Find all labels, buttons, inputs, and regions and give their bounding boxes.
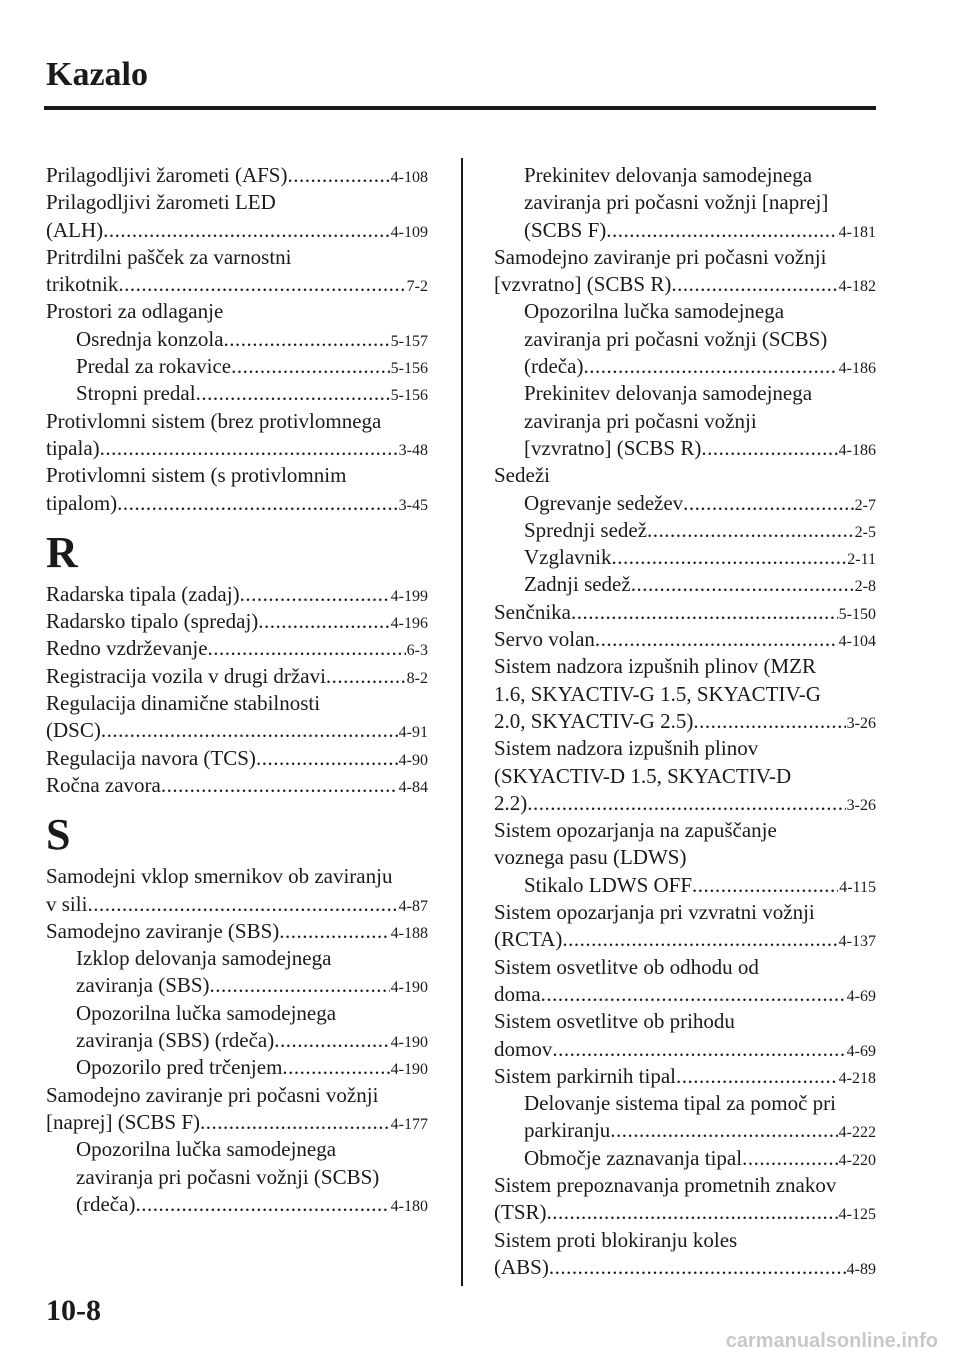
index-entry-page[interactable]: 2-8 (854, 578, 876, 596)
index-entry[interactable] (46, 891, 428, 918)
index-entry (46, 1136, 428, 1163)
index-entry-text: (SCBS F) (524, 217, 607, 242)
index-entry (494, 899, 876, 926)
dot-leader (240, 581, 390, 608)
index-entry (494, 763, 876, 790)
index-entry[interactable] (494, 1254, 876, 1281)
index-entry[interactable] (494, 217, 876, 244)
column-divider (461, 158, 463, 1286)
index-entry-page[interactable]: 4-186 (838, 360, 876, 378)
dot-leader (135, 1191, 389, 1218)
dot-leader (118, 271, 405, 298)
index-entry[interactable] (46, 435, 428, 462)
index-entry-text: Vzglavnik (524, 545, 612, 570)
dot-leader (161, 772, 398, 799)
index-entry (46, 298, 428, 325)
index-entry (494, 189, 876, 216)
index-entry (494, 1008, 876, 1035)
index-entry-page[interactable]: 4-222 (838, 1124, 876, 1142)
index-entry-text: Opozorilna lučka samodejnega (76, 1000, 337, 1025)
index-column-left (46, 162, 428, 1218)
index-entry[interactable] (46, 635, 428, 662)
index-entry-text: Sistem nadzora izpušnih plinov (MZR (494, 654, 816, 679)
index-entry-text: (RCTA) (494, 927, 563, 952)
index-entry-text: Sistem opozarjanja pri vzvratni vožnji (494, 900, 815, 925)
index-entry[interactable] (46, 162, 428, 189)
index-entry[interactable] (494, 490, 876, 517)
index-entry-page[interactable]: 4-84 (398, 778, 428, 796)
index-entry-text: doma (494, 981, 541, 1006)
dot-leader (200, 1109, 390, 1136)
index-entry (46, 1000, 428, 1027)
index-entry-text: Registracija vozila v drugi državi (46, 663, 326, 688)
index-entry-text: Delovanje sistema tipal za pomoč pri (524, 1091, 836, 1116)
index-entry[interactable] (494, 872, 876, 899)
index-entry-text: Stropni predal (76, 381, 196, 406)
index-entry-text: Regulacija navora (TCS) (46, 745, 256, 770)
index-entry-page[interactable]: 4-90 (398, 751, 428, 769)
index-entry (494, 1172, 876, 1199)
index-entry-text: [vzvratno] (SCBS R) (524, 435, 702, 460)
index-entry[interactable] (46, 1109, 428, 1136)
index-entry[interactable] (494, 571, 876, 598)
index-entry-text: 1.6, SKYACTIV-G 1.5, SKYACTIV-G (494, 681, 821, 706)
dot-leader (256, 745, 398, 772)
index-entry[interactable] (494, 1036, 876, 1063)
section-letter: S (46, 810, 71, 860)
index-entry-text: zaviranja pri počasni vožnji [naprej] (524, 190, 829, 215)
index-entry-text: (SKYACTIV-D 1.5, SKYACTIV-D (494, 763, 792, 788)
index-entry (494, 1227, 876, 1254)
index-entry (494, 817, 876, 844)
dot-leader (527, 790, 845, 817)
index-entry-text: parkiranju (524, 1118, 611, 1143)
index-entry-text: Prekinitev delovanja samodejnega (524, 163, 813, 187)
index-entry-page[interactable]: 4-190 (390, 979, 428, 997)
index-entry-text: Sedeži (494, 463, 550, 488)
index-entry[interactable] (494, 926, 876, 953)
index-entry[interactable] (46, 353, 428, 380)
dot-leader (547, 1199, 838, 1226)
index-entry-text: (rdeča) (76, 1191, 136, 1216)
index-entry-text: Osrednja konzola (76, 326, 224, 351)
index-entry (494, 954, 876, 981)
dot-leader (693, 708, 845, 735)
index-entry-text: Območje zaznavanja tipal (524, 1145, 743, 1170)
index-entry-text: tipala) (46, 435, 100, 460)
dot-leader (117, 490, 398, 517)
index-entry-page[interactable]: 5-157 (390, 332, 428, 350)
index-entry-text: Sprednji sedež (524, 517, 648, 542)
index-entry-text: Sistem prepoznavanja prometnih znakov (494, 1172, 837, 1197)
index-entry[interactable] (46, 745, 428, 772)
index-entry-text: zaviranja pri počasni vožnji (SCBS) (76, 1164, 380, 1189)
index-entry-text: voznega pasu (LDWS) (494, 845, 687, 870)
dot-leader (287, 162, 389, 189)
index-entry-text: domov (494, 1036, 553, 1061)
index-entry-text: Regulacija dinamične stabilnosti (46, 691, 321, 716)
index-entry (494, 244, 876, 271)
index-entry-page[interactable]: 4-190 (390, 1034, 428, 1052)
index-entry[interactable] (46, 581, 428, 608)
index-entry-page[interactable]: 4-186 (838, 441, 876, 459)
section-letter: R (46, 527, 78, 577)
index-entry-text: Radarska tipala (zadaj) (46, 581, 240, 606)
dot-leader (208, 635, 406, 662)
page-title: Kazalo (46, 56, 148, 93)
index-entry-text: trikotnik (46, 272, 119, 297)
index-entry-page[interactable]: 7-2 (406, 278, 428, 296)
index-entry-text: Sistem proti blokiranju koles (494, 1227, 738, 1252)
index-entry-text: Prilagodljivi žarometi LED (46, 190, 276, 215)
index-entry-page[interactable]: 4-180 (390, 1197, 428, 1215)
index-entry (494, 844, 876, 871)
index-entry-page[interactable]: 4-104 (838, 633, 876, 651)
index-entry-page[interactable]: 4-218 (838, 1069, 876, 1087)
dot-leader (326, 663, 406, 690)
index-entry-text: Senčnika (494, 599, 571, 624)
index-entry (46, 189, 428, 216)
index-entry (494, 653, 876, 680)
index-entry[interactable] (494, 353, 876, 380)
index-entry[interactable] (46, 918, 428, 945)
index-entry[interactable] (46, 717, 428, 744)
dot-leader (692, 872, 838, 899)
index-entry[interactable] (46, 1054, 428, 1081)
index-entry-text: (TSR) (494, 1200, 547, 1225)
dot-leader (87, 891, 397, 918)
index-entry (46, 1164, 428, 1191)
index-entry-page[interactable]: 4-87 (398, 897, 428, 915)
index-entry-text: Samodejno zaviranje pri počasni vožnji (494, 244, 827, 269)
index-entry-page[interactable]: 4-69 (846, 1042, 876, 1060)
index-entry[interactable] (494, 1145, 876, 1172)
dot-leader (583, 353, 837, 380)
index-entry-text: Prekinitev delovanja samodejnega (524, 381, 813, 406)
index-entry-text: (ALH) (46, 217, 104, 242)
index-entry-text: (ABS) (494, 1254, 549, 1279)
index-entry (494, 408, 876, 435)
dot-leader (196, 380, 390, 407)
dot-leader (282, 1054, 389, 1081)
index-entry-page[interactable]: 3-48 (398, 441, 428, 459)
index-entry-page[interactable]: 5-156 (390, 387, 428, 405)
index-entry-page[interactable]: 4-220 (838, 1151, 876, 1169)
index-entry-text: Prostori za odlaganje (46, 299, 224, 324)
index-entry-page[interactable]: 4-115 (839, 878, 876, 896)
index-entry[interactable] (46, 1191, 428, 1218)
index-entry-text: Sistem opozarjanja na zapuščanje (494, 818, 777, 843)
index-entry-page[interactable]: 4-199 (390, 587, 428, 605)
index-entry-text: Zadnji sedež (524, 572, 631, 597)
index-entry-text: Sistem parkirnih tipal (494, 1063, 676, 1088)
index-entry[interactable] (494, 626, 876, 653)
index-entry-text: Servo volan (494, 627, 595, 652)
dot-leader (549, 1254, 846, 1281)
dot-leader (541, 981, 846, 1008)
index-entry[interactable] (46, 490, 428, 517)
index-entry (494, 380, 876, 407)
watermark: carmanualsonline.info (725, 1330, 938, 1352)
dot-leader (701, 435, 837, 462)
dot-leader (647, 517, 854, 544)
dot-leader (611, 544, 846, 571)
index-entry-text: Ogrevanje sedežev (524, 490, 684, 515)
dot-leader (100, 435, 398, 462)
index-entry[interactable] (494, 790, 876, 817)
dot-leader (101, 717, 398, 744)
index-entry (494, 298, 876, 325)
index-entry-text: Opozorilna lučka samodejnega (76, 1137, 337, 1162)
index-entry[interactable] (494, 435, 876, 462)
dot-leader (231, 353, 390, 380)
index-entry-page[interactable]: 4-108 (390, 169, 428, 186)
index-entry-text: Sistem nadzora izpušnih plinov (494, 736, 759, 761)
index-entry-text: [vzvratno] (SCBS R) (494, 272, 672, 297)
index-entry[interactable] (494, 1117, 876, 1144)
dot-leader (631, 571, 854, 598)
index-entry[interactable] (494, 599, 876, 626)
index-entry-page[interactable]: 4-89 (846, 1260, 876, 1278)
dot-leader (552, 1036, 845, 1063)
index-entry[interactable] (46, 972, 428, 999)
index-entry-text: (rdeča) (524, 354, 584, 379)
index-entry-text: Stikalo LDWS OFF (524, 872, 693, 897)
index-entry-page[interactable]: 6-3 (406, 642, 428, 660)
index-entry[interactable] (494, 544, 876, 571)
dot-leader (279, 918, 389, 945)
index-entry-text: 2.0, SKYACTIV-G 2.5) (494, 708, 694, 733)
dot-leader (571, 599, 838, 626)
index-entry-text: Samodejni vklop smernikov ob zaviranju (46, 864, 393, 889)
index-entry[interactable] (494, 981, 876, 1008)
index-entry-text: Izklop delovanja samodejnega (76, 946, 332, 971)
index-entry-page[interactable]: 4-182 (838, 278, 876, 296)
index-entry[interactable] (494, 1063, 876, 1090)
index-entry (46, 690, 428, 717)
index-column-right (494, 162, 876, 1281)
index-entry (494, 681, 876, 708)
index-entry-text: Sistem osvetlitve ob prihodu (494, 1009, 735, 1034)
index-entry[interactable] (46, 1027, 428, 1054)
index-entry-page[interactable]: 4-109 (390, 223, 428, 241)
index-entry-text: zaviranja (SBS) (rdeča) (76, 1028, 275, 1053)
index-entry-page[interactable]: 3-45 (398, 496, 428, 514)
header-rule (44, 106, 876, 110)
index-entry-text: v sili (46, 891, 88, 916)
index-entry-text: zaviranja pri počasni vožnji (524, 408, 757, 433)
index-entry-page[interactable]: 5-156 (390, 360, 428, 378)
index-entry (46, 1082, 428, 1109)
index-entry[interactable] (46, 608, 428, 635)
index-entry-text: Prilagodljivi žarometi (AFS) (46, 163, 288, 187)
index-entry-page[interactable]: 2-11 (847, 551, 876, 569)
index-entry[interactable] (46, 380, 428, 407)
dot-leader (683, 490, 854, 517)
dot-leader (606, 217, 837, 244)
dot-leader (610, 1117, 837, 1144)
index-entry (46, 945, 428, 972)
index-entry-page[interactable]: 4-188 (390, 924, 428, 942)
index-entry-text: Radarsko tipalo (spredaj) (46, 609, 259, 634)
index-entry (46, 462, 428, 489)
index-entry-page[interactable]: 4-181 (838, 223, 876, 241)
index-entry-text: Sistem osvetlitve ob odhodu od (494, 954, 759, 979)
index-entry-page[interactable]: 4-69 (846, 987, 876, 1005)
index-entry-page[interactable]: 4-177 (390, 1115, 428, 1133)
index-entry-page[interactable]: 4-91 (398, 724, 428, 742)
dot-leader (742, 1145, 838, 1172)
dot-leader (671, 271, 837, 298)
dot-leader (103, 217, 390, 244)
index-entry-text: Predal za rokavice (76, 354, 232, 379)
index-entry-text: Ročna zavora (46, 772, 161, 797)
index-entry-page[interactable]: 4-196 (390, 615, 428, 633)
index-entry-page[interactable]: 3-26 (846, 796, 876, 814)
index-entry[interactable] (46, 663, 428, 690)
index-entry-text: (DSC) (46, 718, 101, 743)
index-entry[interactable] (494, 271, 876, 298)
page-number: 10-8 (46, 1294, 101, 1327)
index-entry (46, 863, 428, 890)
index-entry-text: Opozorilna lučka samodejnega (524, 299, 785, 324)
index-entry-page[interactable]: 2-5 (854, 523, 876, 541)
index-entry[interactable] (494, 708, 876, 735)
index-entry[interactable] (494, 1199, 876, 1226)
dot-leader (258, 608, 389, 635)
index-entry-page[interactable]: 4-190 (390, 1061, 428, 1079)
dot-leader (562, 926, 837, 953)
dot-leader (224, 326, 390, 353)
index-entry (494, 735, 876, 762)
index-entry-text: [naprej] (SCBS F) (46, 1109, 200, 1134)
index-entry-text: tipalom) (46, 490, 118, 515)
index-entry (494, 462, 876, 489)
index-entry-text: Protivlomni sistem (s protivlomnim (46, 463, 347, 488)
dot-leader (274, 1027, 389, 1054)
index-entry-text: Protivlomni sistem (brez protivlomnega (46, 408, 382, 433)
index-entry-page[interactable]: 8-2 (406, 669, 428, 687)
index-entry-text: zaviranja pri počasni vožnji (SCBS) (524, 326, 828, 351)
index-entry[interactable] (46, 271, 428, 298)
index-entry[interactable] (46, 217, 428, 244)
index-entry-page[interactable]: 2-7 (854, 496, 876, 514)
index-entry (46, 408, 428, 435)
index-entry-text: Redno vzdrževanje (46, 636, 208, 661)
index-entry-page[interactable]: 4-137 (838, 933, 876, 951)
index-entry-page[interactable]: 3-26 (846, 714, 876, 732)
index-entry (46, 244, 428, 271)
dot-leader (676, 1063, 838, 1090)
index-entry-page[interactable]: 4-125 (838, 1206, 876, 1224)
index-entry-text: zaviranja (SBS) (76, 973, 210, 998)
index-entry (494, 1090, 876, 1117)
index-entry-text: 2.2) (494, 790, 528, 815)
index-entry (494, 162, 876, 189)
index-entry-text: Samodejno zaviranje (SBS) (46, 918, 280, 943)
index-entry-text: Opozorilo pred trčenjem (76, 1055, 283, 1080)
index-entry[interactable] (46, 772, 428, 799)
index-entry[interactable] (46, 326, 428, 353)
dot-leader (210, 972, 390, 999)
index-entry (494, 326, 876, 353)
index-entry[interactable] (494, 517, 876, 544)
index-entry-text: Samodejno zaviranje pri počasni vožnji (46, 1082, 379, 1107)
index-entry-text: Pritrdilni pašček za varnostni (46, 244, 292, 269)
index-entry-page[interactable]: 5-150 (838, 605, 876, 623)
dot-leader (595, 626, 838, 653)
